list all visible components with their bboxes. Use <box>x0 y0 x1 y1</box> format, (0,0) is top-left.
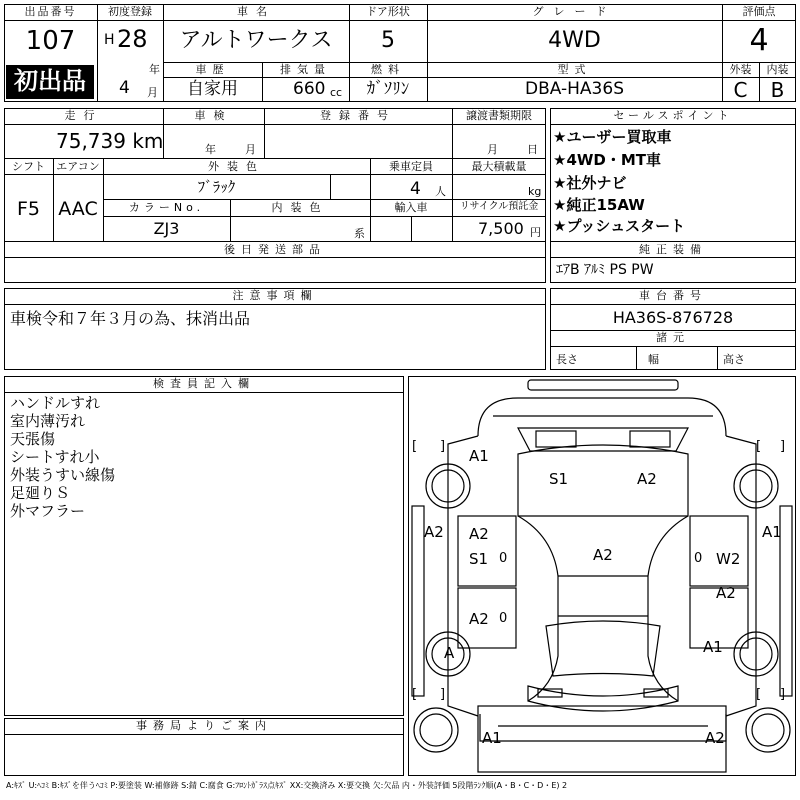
exterior-grade: C <box>733 78 748 102</box>
damage-mark: A2 <box>637 470 657 488</box>
divider <box>550 241 796 242</box>
inspector-line: ハンドルすれ <box>10 394 101 412</box>
ac-label: エアコン <box>56 160 100 173</box>
bracket-close-left-rear: ] <box>440 687 446 702</box>
door-label: ドア形状 <box>366 5 410 18</box>
fuel: ｶﾞｿﾘﾝ <box>366 79 410 99</box>
displacement-label: 排気量 <box>280 63 331 76</box>
recycle-amount: 7,500 <box>478 219 524 238</box>
model: DBA-HA36S <box>525 79 624 99</box>
length-label: 長さ <box>556 353 578 366</box>
divider <box>4 124 546 125</box>
history: 自家用 <box>187 79 238 99</box>
height-label: 高さ <box>723 353 745 366</box>
capacity: 4 <box>410 179 421 199</box>
aircon: AAC <box>58 198 98 220</box>
divider <box>717 346 718 370</box>
car-name-label: 車名 <box>237 5 275 18</box>
damage-mark: A2 <box>424 523 444 541</box>
ext-color: ﾌﾞﾗｯｸ <box>197 178 236 196</box>
year-unit: 年 <box>149 63 160 76</box>
inspector-line: 室内薄汚れ <box>10 412 86 430</box>
damage-mark: A1 <box>762 523 782 541</box>
notes-value: 車検令和７年３月の為、抹消出品 <box>10 309 251 328</box>
plate-label: 登録番号 <box>320 109 396 122</box>
color-no: ZJ3 <box>153 219 180 238</box>
divider <box>550 346 796 347</box>
displacement-unit: cc <box>330 86 343 99</box>
mileage: 75,739 km <box>56 129 164 153</box>
divider <box>163 77 722 78</box>
grade: 4WD <box>548 28 601 53</box>
divider <box>4 734 404 735</box>
bracket-open-right-rear: [ <box>756 687 762 702</box>
model-label: 型式 <box>557 63 592 76</box>
damage-mark: 0 <box>499 611 508 626</box>
divider <box>103 216 546 217</box>
damage-mark: A1 <box>703 638 723 656</box>
bracket-open-left-rear: [ <box>412 687 418 702</box>
notes-label: 注意事項欄 <box>232 289 318 302</box>
score: 4 <box>749 23 769 58</box>
dims-label: 諸元 <box>656 331 690 344</box>
shift-label: シフト <box>12 160 45 173</box>
damage-mark: A2 <box>469 525 489 543</box>
damage-mark: W2 <box>716 550 741 568</box>
sales-point: ★ユーザー買取車 <box>553 128 672 146</box>
damage-mark: A1 <box>482 729 502 747</box>
shift: F5 <box>16 198 41 220</box>
inspector-line: シートすれ小 <box>10 448 100 466</box>
transfer-day-unit: 日 <box>527 143 538 156</box>
divider <box>4 241 546 242</box>
interior-grade: B <box>770 78 785 102</box>
later-parts-label: 後日発送部品 <box>224 243 326 256</box>
divider <box>411 216 412 241</box>
divider <box>550 304 796 305</box>
color-no-label: カラーNo. <box>128 201 205 214</box>
divider <box>103 199 546 200</box>
chassis-label: 車台番号 <box>639 289 707 302</box>
legend: A:ｷｽﾞ U:ﾍｺﾐ B:ｷｽﾞを伴うﾍｺﾐ P:要塗装 W:補修跡 S:錆 C:腐食 G:ﾌﾛﾝﾄｶﾞﾗｽ点ｷｽﾞ XX:交換済み X:要交換 欠:欠品 内・外装評価 5段階ﾗﾝｸ順(A・B・C・D・E) 2 <box>6 781 568 790</box>
lot-number: 107 <box>25 26 76 56</box>
divider <box>550 257 796 258</box>
car-diagram <box>408 376 796 776</box>
displacement: 660 <box>293 79 326 99</box>
recycle-unit: 円 <box>530 226 541 239</box>
damage-mark: A2 <box>705 729 725 747</box>
reg-year: 28 <box>117 25 148 53</box>
sales-point: ★純正15AW <box>553 196 645 214</box>
first-listing-text: 初出品 <box>14 67 86 95</box>
divider <box>97 4 98 102</box>
door-type: 5 <box>381 28 395 53</box>
equipment-value: ｴｱB ｱﾙﾐ PS PW <box>556 262 654 278</box>
reg-month: 4 <box>119 78 130 98</box>
score-label: 評価点 <box>742 5 776 18</box>
interior-label: 内装 <box>766 63 789 76</box>
bracket-open-left: [ <box>412 439 418 454</box>
history-label: 車歴 <box>195 63 230 76</box>
transfer-month-unit: 月 <box>487 143 498 156</box>
damage-mark: A <box>444 644 455 662</box>
capacity-unit: 人 <box>435 185 446 198</box>
ext-color-label: 外装色 <box>208 160 265 173</box>
max-load-label: 最大積載量 <box>471 160 527 173</box>
divider <box>4 20 796 21</box>
equipment-label: 純正装備 <box>639 243 707 256</box>
month-unit: 月 <box>147 86 158 99</box>
sales-point: ★プッシュスタート <box>553 217 686 235</box>
office-label: 事務局よりご案内 <box>136 719 272 732</box>
inspector-line: 足廻りＳ <box>10 484 71 502</box>
width-label: 幅 <box>648 353 659 366</box>
damage-mark: A2 <box>469 610 489 628</box>
capacity-label: 乗車定員 <box>389 160 433 173</box>
damage-mark: 0 <box>694 551 703 566</box>
inspector-line: 天張傷 <box>10 430 56 448</box>
exterior-label: 外装 <box>729 63 752 76</box>
chassis-number: HA36S-876728 <box>612 308 734 327</box>
bracket-close-left: ] <box>440 439 446 454</box>
divider <box>4 174 546 175</box>
divider <box>4 257 546 258</box>
inspection-label: 車検 <box>194 109 233 122</box>
inspector-line: 外マフラー <box>10 502 86 520</box>
divider <box>330 174 331 199</box>
divider <box>550 124 796 125</box>
mileage-label: 走行 <box>64 109 103 122</box>
divider <box>163 62 796 63</box>
fuel-label: 燃料 <box>371 63 405 76</box>
damage-mark: S1 <box>549 470 569 488</box>
bracket-close-right-rear: ] <box>780 687 786 702</box>
divider <box>4 158 546 159</box>
damage-mark: S1 <box>469 550 489 568</box>
damage-mark: A2 <box>716 584 736 602</box>
damage-mark: 0 <box>499 551 508 566</box>
bracket-open-right: [ <box>756 439 762 454</box>
divider <box>4 392 404 393</box>
bracket-close-right: ] <box>780 439 786 454</box>
inspector-line: 外装うすい線傷 <box>10 466 116 484</box>
grade-label: グレード <box>532 5 617 18</box>
era-letter: H <box>104 32 115 48</box>
first-reg-label: 初度登録 <box>108 5 152 18</box>
inspection-month-unit: 月 <box>245 143 256 156</box>
sales-point: ★社外ナビ <box>553 174 627 192</box>
int-color-label: 内装色 <box>271 201 329 214</box>
car-name: アルトワークス <box>179 28 333 53</box>
recycle-label: リサイクル預託金 <box>459 201 539 212</box>
import-label: 輸入車 <box>394 201 428 214</box>
max-load-unit: kg <box>528 185 542 198</box>
damage-mark: A1 <box>469 447 489 465</box>
inspector-label: 検査員記入欄 <box>153 377 255 390</box>
inspection-year-unit: 年 <box>205 143 216 156</box>
sales-points-label: セールスポイント <box>613 109 733 122</box>
lot-no-label: 出品番号 <box>24 5 77 18</box>
damage-mark: A2 <box>593 546 613 564</box>
int-color-unit: 系 <box>354 227 365 240</box>
sales-point: ★4WD・MT車 <box>553 151 662 169</box>
transfer-label: 譲渡書類期限 <box>466 109 532 122</box>
divider <box>4 304 546 305</box>
divider <box>636 346 637 370</box>
